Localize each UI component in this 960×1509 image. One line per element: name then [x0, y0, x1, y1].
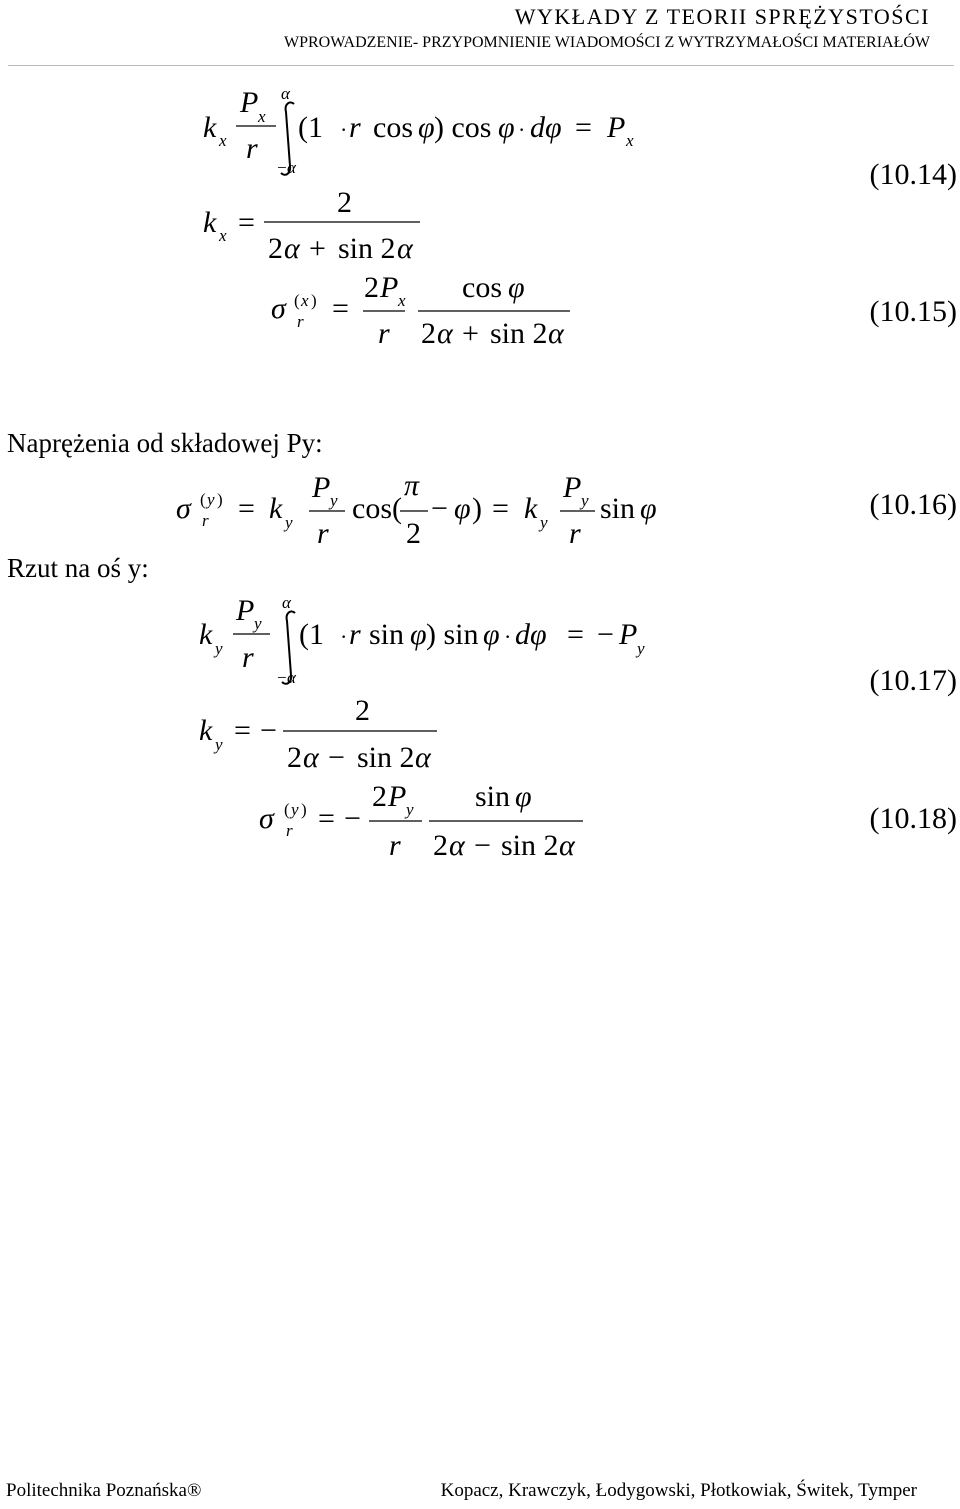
svg-text:α: α — [287, 158, 296, 177]
svg-text:σ: σ — [176, 492, 191, 525]
svg-text:−: − — [277, 158, 287, 177]
svg-text:=: = — [238, 206, 255, 239]
svg-text:α: α — [559, 829, 575, 862]
svg-text:P: P — [619, 618, 638, 651]
svg-text:−: − — [474, 829, 491, 862]
svg-text:φ: φ — [410, 618, 427, 651]
footer-authors: Kopacz, Krawczyk, Łodygowski, Płotkowiak, Świtek, Tymper — [440, 1480, 917, 1501]
svg-text:2: 2 — [421, 317, 436, 350]
svg-text:2: 2 — [406, 517, 421, 550]
svg-text:(: ( — [284, 800, 290, 819]
svg-text:2: 2 — [268, 232, 283, 265]
svg-text:−: − — [328, 741, 345, 774]
svg-text:α: α — [287, 668, 296, 687]
svg-text:φ: φ — [508, 271, 525, 304]
equation-number-10-16: (10.16) — [869, 488, 957, 521]
svg-text:=: = — [318, 802, 335, 835]
svg-text:) sin: ) sin — [426, 618, 479, 651]
svg-text:φ: φ — [515, 780, 532, 813]
svg-text:α: α — [284, 232, 300, 265]
svg-text:dφ: dφ — [530, 111, 562, 144]
svg-text:r: r — [389, 829, 401, 862]
svg-text:x: x — [258, 107, 266, 126]
svg-text:sin 2: sin 2 — [490, 317, 548, 350]
svg-text:k: k — [203, 111, 217, 144]
svg-text:y: y — [581, 491, 589, 510]
svg-text:y: y — [637, 639, 645, 658]
svg-text:r: r — [246, 132, 258, 165]
svg-text:+: + — [462, 317, 479, 350]
svg-text:·: · — [340, 624, 348, 649]
svg-text:y: y — [330, 491, 338, 510]
svg-text:y: y — [207, 490, 215, 509]
svg-text:P: P — [388, 780, 407, 813]
svg-text:α: α — [397, 232, 413, 265]
equation-number-10-17: (10.17) — [869, 664, 957, 697]
svg-text:α: α — [281, 84, 290, 103]
svg-text:α: α — [282, 593, 291, 612]
svg-text:φ: φ — [498, 111, 515, 144]
svg-text:dφ: dφ — [515, 618, 547, 651]
svg-text:sin: sin — [475, 780, 511, 813]
svg-text:sin 2: sin 2 — [357, 741, 415, 774]
svg-text:−: − — [431, 492, 448, 525]
svg-text:r: r — [202, 511, 209, 530]
footer-institution: Politechnika Poznańska® — [6, 1480, 202, 1501]
svg-text:): ) — [472, 492, 482, 525]
equation-10-16 — [0, 460, 960, 560]
svg-text:2: 2 — [355, 694, 370, 727]
svg-text:σ: σ — [259, 802, 274, 835]
svg-text:φ: φ — [418, 111, 435, 144]
svg-text:α: α — [437, 317, 453, 350]
y-projection-label: Rzut na oś y: — [7, 553, 149, 583]
svg-text:cos: cos — [373, 111, 413, 144]
svg-text:y: y — [406, 800, 414, 819]
svg-text:α: α — [548, 317, 564, 350]
svg-text:x: x — [301, 291, 309, 310]
svg-text:2: 2 — [337, 186, 352, 219]
equation-number-10-15: (10.15) — [869, 295, 957, 328]
svg-text:(: ( — [294, 291, 300, 310]
svg-text:sin 2: sin 2 — [501, 829, 559, 862]
svg-text:2: 2 — [433, 829, 448, 862]
svg-text:P: P — [312, 471, 331, 504]
svg-text:) cos: ) cos — [434, 111, 492, 144]
svg-text:r: r — [378, 317, 390, 350]
svg-text:y: y — [291, 800, 299, 819]
svg-text:x: x — [398, 291, 406, 310]
svg-text:y: y — [215, 735, 223, 754]
svg-text:π: π — [404, 469, 420, 502]
svg-text:2: 2 — [364, 271, 379, 304]
header-title: WYKŁADY Z TEORII SPRĘŻYSTOŚCI — [514, 4, 930, 29]
equation-10-14-kx — [203, 186, 420, 265]
svg-text:·: · — [504, 624, 512, 649]
svg-text:=: = — [238, 492, 255, 525]
equation-number-10-14: (10.14) — [869, 158, 957, 191]
svg-text:−: − — [260, 714, 277, 747]
svg-text:sin: sin — [600, 492, 636, 525]
equation-block-x — [0, 0, 960, 360]
svg-text:y: y — [285, 513, 293, 532]
svg-text:α: α — [449, 829, 465, 862]
svg-text:α: α — [303, 741, 319, 774]
svg-text:2: 2 — [287, 741, 302, 774]
svg-text:r: r — [349, 111, 361, 144]
equation-number-10-18: (10.18) — [869, 802, 957, 835]
svg-text:(1: (1 — [298, 111, 323, 144]
svg-text:r: r — [286, 821, 293, 840]
svg-text:): ) — [301, 800, 307, 819]
py-heading: Naprężenia od składowej Py: — [7, 428, 323, 458]
svg-text:r: r — [317, 517, 329, 550]
equation-10-15 — [271, 271, 570, 350]
svg-text:φ: φ — [640, 492, 657, 525]
svg-text:φ: φ — [454, 492, 471, 525]
svg-text:P: P — [240, 86, 259, 119]
svg-text:P: P — [607, 111, 626, 144]
svg-text:sin: sin — [369, 618, 405, 651]
svg-text:y: y — [540, 513, 548, 532]
svg-text:): ) — [217, 490, 223, 509]
svg-text:P: P — [380, 271, 399, 304]
svg-text:+: + — [309, 232, 326, 265]
svg-text:(: ( — [200, 490, 206, 509]
svg-text:r: r — [349, 618, 361, 651]
equation-10-17-integral — [199, 593, 645, 687]
equation-10-18 — [259, 780, 583, 862]
svg-text:cos(: cos( — [352, 492, 402, 525]
svg-text:σ: σ — [271, 292, 286, 325]
svg-text:k: k — [199, 618, 213, 651]
svg-text:2: 2 — [372, 780, 387, 813]
svg-text:·: · — [518, 117, 526, 142]
svg-text:=: = — [567, 618, 584, 651]
svg-text:φ: φ — [483, 618, 500, 651]
svg-text:x: x — [626, 131, 634, 150]
svg-text:=: = — [332, 292, 349, 325]
header-subtitle: WPROWADZENIE- PRZYPOMNIENIE WIADOMOŚCI Z WYTRZYMAŁOŚCI MATERIAŁÓW — [283, 34, 930, 51]
svg-text:cos: cos — [462, 271, 502, 304]
svg-text:k: k — [199, 714, 213, 747]
svg-text:k: k — [524, 492, 538, 525]
svg-text:k: k — [269, 492, 283, 525]
svg-text:y: y — [215, 639, 223, 658]
equation-block-y — [0, 580, 960, 880]
svg-text:=: = — [234, 714, 251, 747]
svg-text:α: α — [415, 741, 431, 774]
svg-text:−: − — [277, 668, 287, 687]
svg-text:−: − — [344, 802, 361, 835]
svg-text:x: x — [219, 226, 227, 245]
svg-text:): ) — [311, 291, 317, 310]
svg-text:y: y — [254, 614, 262, 633]
svg-text:=: = — [492, 492, 509, 525]
svg-text:r: r — [242, 641, 254, 674]
equation-10-14-integral — [203, 84, 634, 177]
svg-text:x: x — [219, 131, 227, 150]
svg-text:(1: (1 — [299, 618, 324, 651]
equation-10-17-ky — [199, 694, 437, 774]
svg-text:r: r — [297, 312, 304, 331]
svg-text:−: − — [597, 618, 614, 651]
svg-text:sin 2: sin 2 — [338, 232, 396, 265]
svg-text:·: · — [340, 117, 348, 142]
svg-text:P: P — [563, 471, 582, 504]
svg-text:=: = — [575, 111, 592, 144]
svg-text:P: P — [236, 594, 255, 627]
svg-text:r: r — [569, 517, 581, 550]
svg-text:k: k — [203, 206, 217, 239]
